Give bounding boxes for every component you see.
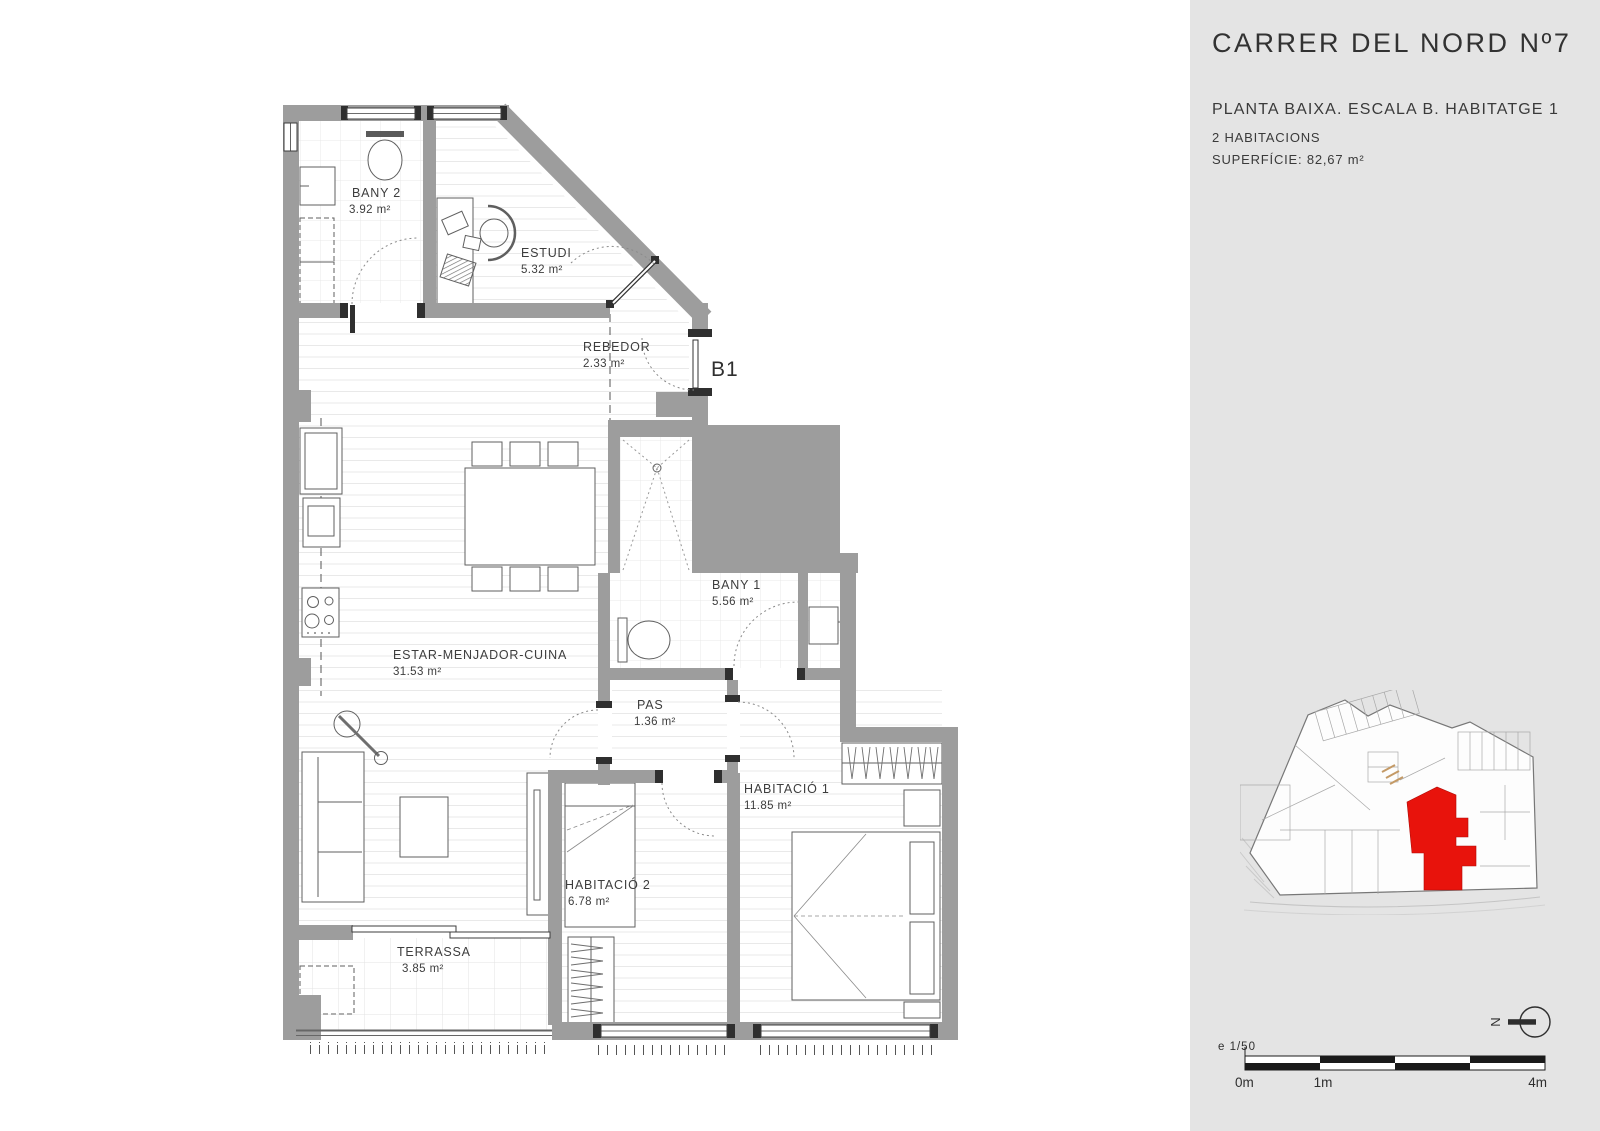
unit-label: B1 [711, 358, 739, 381]
scale-and-north [1190, 960, 1600, 1110]
papers-2 [463, 235, 481, 250]
nightstand-2 [904, 1002, 940, 1018]
washer [809, 607, 838, 644]
fridge [300, 428, 342, 494]
room-label: PAS [637, 698, 664, 712]
room-area: 31.53 m² [393, 666, 442, 678]
entry-door-leaf [693, 340, 698, 388]
room-label: REBEDOR [583, 340, 651, 354]
rooms-count: 2 HABITACIONS [1212, 130, 1321, 145]
toilet-tank-bany1 [618, 618, 627, 662]
room-area: 11.85 m² [744, 800, 792, 812]
chair [510, 567, 540, 591]
room-area: 3.85 m² [402, 963, 444, 975]
scale-label-0m: 0m [1235, 1075, 1254, 1090]
key-plan [1240, 690, 1550, 915]
toilet-tank [366, 131, 404, 137]
room-area: 3.92 m² [349, 204, 391, 216]
scale-label-1m: 1m [1313, 1075, 1333, 1090]
north-label: N [1488, 1017, 1503, 1027]
chair [548, 442, 578, 466]
coffee-table [400, 797, 448, 857]
room-label: BANY 1 [712, 578, 762, 592]
room-label: HABITACIÓ 2 [565, 878, 651, 892]
toilet-bany2 [368, 140, 402, 180]
room-area: 2.33 m² [583, 358, 625, 370]
surface-area: SUPERFÍCIE: 82,67 m² [1212, 152, 1365, 167]
sliding-door [352, 926, 456, 932]
building-core [692, 425, 840, 573]
north-arrow-icon [1488, 1007, 1550, 1037]
room-area: 5.56 m² [712, 596, 754, 608]
nightstand [904, 790, 940, 826]
chair [472, 442, 502, 466]
scale-bar [1245, 1047, 1545, 1070]
title-block-panel [1190, 0, 1600, 1131]
room-area: 5.32 m² [521, 264, 563, 276]
room-label: HABITACIÓ 1 [744, 782, 830, 796]
room-label: TERRASSA [397, 945, 471, 959]
cooktop [302, 588, 339, 637]
dining-table [465, 468, 595, 565]
scale-text: e 1/50 [1218, 1041, 1256, 1053]
plan-subtitle: PLANTA BAIXA. ESCALA B. HABITATGE 1 [1212, 101, 1560, 118]
room-label: BANY 2 [352, 186, 402, 200]
room-label: ESTUDI [521, 246, 572, 260]
chair [548, 567, 578, 591]
room-area: 1.36 m² [634, 716, 676, 728]
sofa [302, 752, 364, 902]
room-area: 6.78 m² [568, 896, 610, 908]
toilet-bany1 [628, 621, 670, 659]
project-title: CARRER DEL NORD Nº7 [1212, 28, 1572, 58]
chair [472, 567, 502, 591]
railing-ticks [308, 1042, 552, 1054]
chair [510, 442, 540, 466]
room-label: ESTAR-MENJADOR-CUINA [393, 648, 568, 662]
scale-label-4m: 4m [1528, 1075, 1547, 1090]
